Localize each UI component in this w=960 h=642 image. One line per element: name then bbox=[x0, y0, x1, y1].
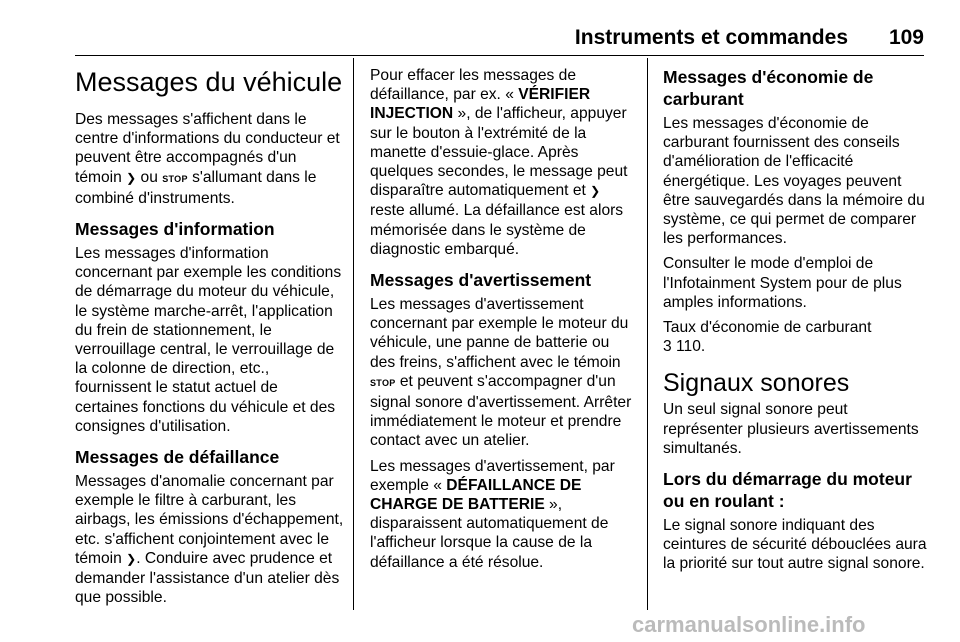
start-heading: Lors du démarrage du moteur ou en roulant : bbox=[663, 469, 912, 512]
column-1 bbox=[75, 58, 345, 613]
stop-icon: STOP bbox=[370, 377, 396, 388]
watermark: carmanualsonline.info bbox=[632, 612, 866, 637]
eco-heading: Messages d'économie de carburant bbox=[663, 67, 874, 109]
intro-paragraph: Des messages s'affichent dans le centre d'informations du conducteur et peuvent être accompagnés d'un témoin ❯ ou STOP s'allumant dans le combiné d'instruments. bbox=[75, 111, 340, 207]
page-ref-arrow-icon: 3 bbox=[663, 338, 672, 356]
signals-paragraph: Un seul signal sonore peut représenter plusieurs avertissements simultanés. bbox=[663, 401, 919, 457]
header-rule bbox=[75, 55, 924, 56]
signals-heading: Signaux sonores bbox=[663, 369, 850, 398]
column-divider-2 bbox=[647, 58, 648, 610]
malfunction-lamp-icon: ❯ bbox=[126, 551, 137, 566]
eco-reference: Taux d'économie de carburant 3 110. bbox=[663, 319, 872, 356]
warn-heading: Messages d'avertissement bbox=[370, 270, 592, 291]
stop-icon: STOP bbox=[162, 173, 188, 184]
malfunction-lamp-icon: ❯ bbox=[126, 170, 137, 185]
malfunction-lamp-icon: ❯ bbox=[590, 184, 601, 199]
column-3 bbox=[663, 58, 928, 580]
column-2 bbox=[370, 58, 635, 578]
info-heading: Messages d'information bbox=[75, 219, 275, 240]
warn2-paragraph: Les messages d'avertissement, par exemple « DÉFAILLANCE DE CHARGE DE BATTERIE », disparaissent automatiquement de l'afficheur lorsque la cause de la défaillance a été résolue. bbox=[370, 457, 615, 571]
eco-info-paragraph: Consulter le mode d'emploi de l'Infotainment System pour de plus amples informations. bbox=[663, 255, 902, 311]
column-divider-1 bbox=[353, 58, 354, 610]
fault-paragraph: Messages d'anomalie concernant par exemple le filtre à carburant, les airbags, les émissions d'échappement, etc. s'affichent conjointement avec le témoin ❯. Conduire avec prudence et demander l'assistance d'un atelier dès que possible. bbox=[75, 473, 344, 607]
page-number: 109 bbox=[888, 26, 924, 49]
fault-heading: Messages de défaillance bbox=[75, 447, 280, 468]
warn-paragraph: Les messages d'avertissement concernant par exemple le moteur du véhicule, une panne de batterie ou des freins, s'affichent avec le témoin STOP et peuvent s'accompagner d'un signal sonore d'avertissement. Arrêter immédiatement le moteur et prendre contact avec un atelier. bbox=[370, 296, 632, 450]
page-header bbox=[0, 0, 960, 58]
page-heading: Messages du véhicule bbox=[75, 67, 343, 97]
info-paragraph: Les messages d'information concernant par exemple les conditions de démarrage du moteur du véhicule, le système marche-arrêt, l'application du frein de stationnement, le verrouillage central, le verrouillage de la colonne de direction, etc., fournissent le statut actuel de certaines fonctions du véhicule et des consignes d'utilisation. bbox=[75, 245, 342, 435]
start-paragraph: Le signal sonore indiquant des ceintures de sécurité débouclées aura la priorité sur tout autre signal sonore. bbox=[663, 517, 927, 573]
eco-paragraph: Les messages d'économie de carburant fournissent des conseils d'amélioration de l'efficacité énergétique. Les voyages peuvent être sauvegardés dans la mémoire du système, ce qui permet de comparer les performances. bbox=[663, 115, 925, 248]
page-ref-link[interactable]: 110. bbox=[671, 338, 706, 356]
section-title: Instruments et commandes bbox=[574, 26, 848, 49]
clear-paragraph: Pour effacer les messages de défaillance, par ex. « VÉRIFIER INJECTION », de l'afficheur, appuyer sur le bouton à l'extrémité de la manette d'essuie-glace. Après quelques secondes, le message peut disparaître automatiquement et ❯ reste allumé. La défaillance est alors mémorisée dans le système de diagnostic embarqué. bbox=[370, 67, 628, 258]
